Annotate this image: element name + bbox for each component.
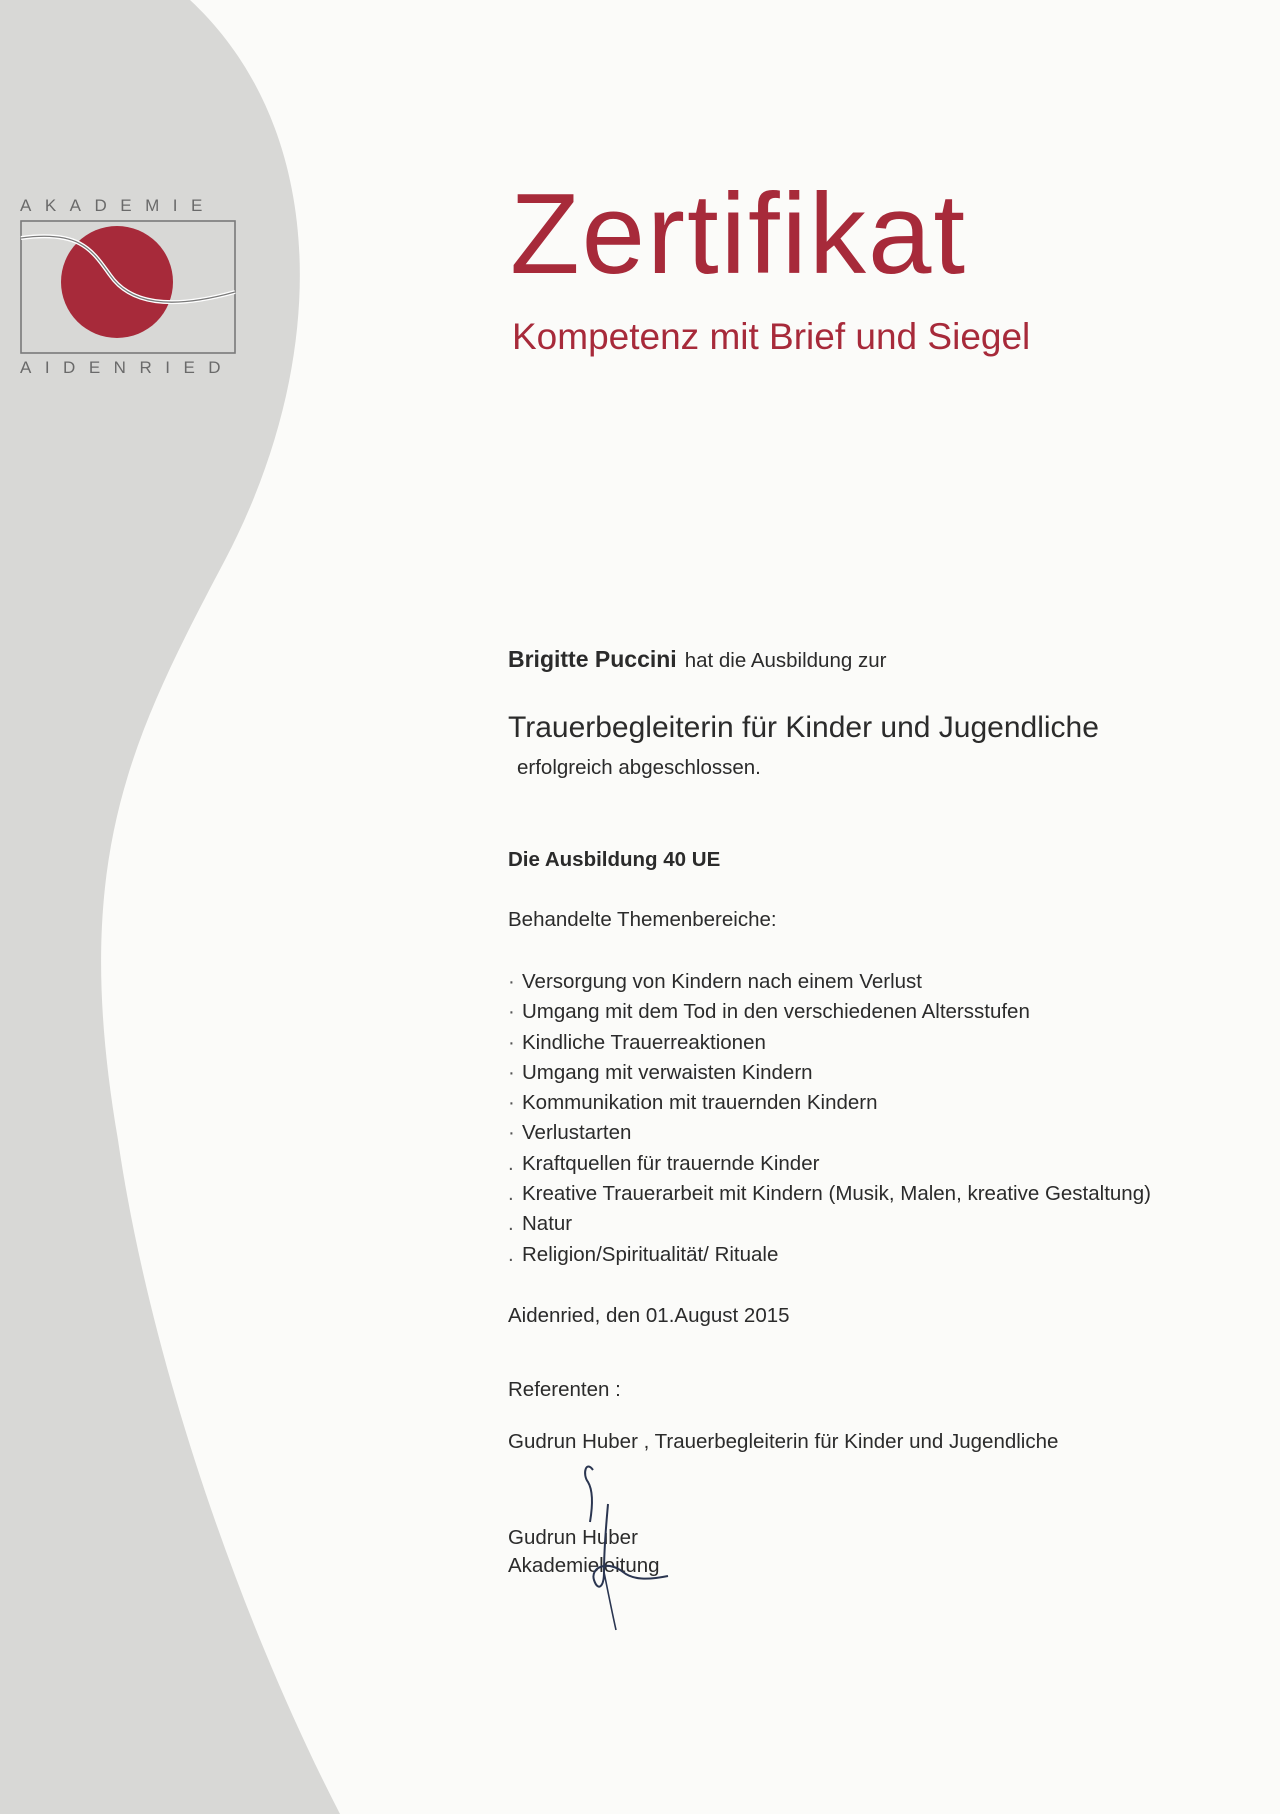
list-bullet: ·: [508, 1091, 515, 1115]
list-bullet: ·: [508, 970, 515, 993]
list-item: [508, 1240, 1151, 1270]
topic-text: Religion/Spiritualität/ Rituale: [522, 1242, 779, 1266]
training-hours: Die Ausbildung 40 UE: [508, 848, 721, 871]
list-item: [508, 1028, 1151, 1058]
handwritten-signature: [568, 1452, 708, 1652]
list-bullet: .: [508, 1242, 514, 1266]
signatory-name: Gudrun Huber: [508, 1526, 638, 1549]
list-item: [508, 1058, 1151, 1088]
completion-text: erfolgreich abgeschlossen.: [517, 756, 761, 779]
list-item: [508, 1118, 1151, 1148]
referee-entry: Gudrun Huber , Trauerbegleiterin für Kinder und Jugendliche: [508, 1430, 1059, 1453]
topic-text: Umgang mit verwaisten Kindern: [522, 1060, 813, 1084]
list-item: [508, 967, 1151, 997]
referees-heading: Referenten :: [508, 1378, 621, 1401]
intro-text: hat die Ausbildung zur: [684, 649, 887, 672]
list-item: [508, 1209, 1151, 1239]
list-bullet: .: [508, 1182, 514, 1206]
topic-text: Kommunikation mit trauernden Kindern: [522, 1091, 878, 1115]
list-bullet: ·: [508, 1000, 515, 1024]
topics-heading: Behandelte Themenbereiche:: [508, 908, 777, 931]
list-bullet: .: [508, 1212, 514, 1236]
signatory-role: Akademieleitung: [508, 1554, 660, 1577]
topic-text: Umgang mit dem Tod in den verschiedenen Altersstufen: [522, 1000, 1030, 1024]
topic-text: Versorgung von Kindern nach einem Verlust: [522, 970, 923, 993]
logo-emblem: [20, 220, 240, 354]
list-bullet: ·: [508, 1121, 515, 1145]
logo-bottom-text: AIDENRIED: [20, 358, 235, 377]
intro-line: [508, 646, 886, 674]
akademie-logo: [20, 196, 240, 378]
topic-text: Natur: [522, 1212, 573, 1236]
topics-list: [508, 967, 1151, 1270]
list-item: [508, 997, 1151, 1027]
logo-top-text: AKADEMIE: [20, 196, 216, 215]
list-bullet: .: [508, 1151, 514, 1175]
list-item: [508, 1149, 1151, 1179]
topic-text: Kraftquellen für trauernde Kinder: [522, 1151, 820, 1175]
certificate-subtitle: Kompetenz mit Brief und Siegel: [512, 316, 1031, 357]
list-bullet: ·: [508, 1030, 515, 1054]
topic-text: Kreative Trauerarbeit mit Kindern (Musik, Malen, kreative Gestaltung): [522, 1182, 1151, 1206]
topic-text: Verlustarten: [522, 1121, 632, 1145]
course-title: Trauerbegleiterin für Kinder und Jugendliche: [508, 711, 1099, 744]
recipient-name: Brigitte Puccini: [508, 646, 677, 672]
list-item: [508, 1179, 1151, 1209]
certificate-title: Zertifikat: [510, 171, 968, 298]
list-bullet: ·: [508, 1060, 515, 1084]
topic-text: Kindliche Trauerreaktionen: [522, 1030, 766, 1054]
place-date: Aidenried, den 01.August 2015: [508, 1304, 790, 1327]
list-item: [508, 1088, 1151, 1118]
